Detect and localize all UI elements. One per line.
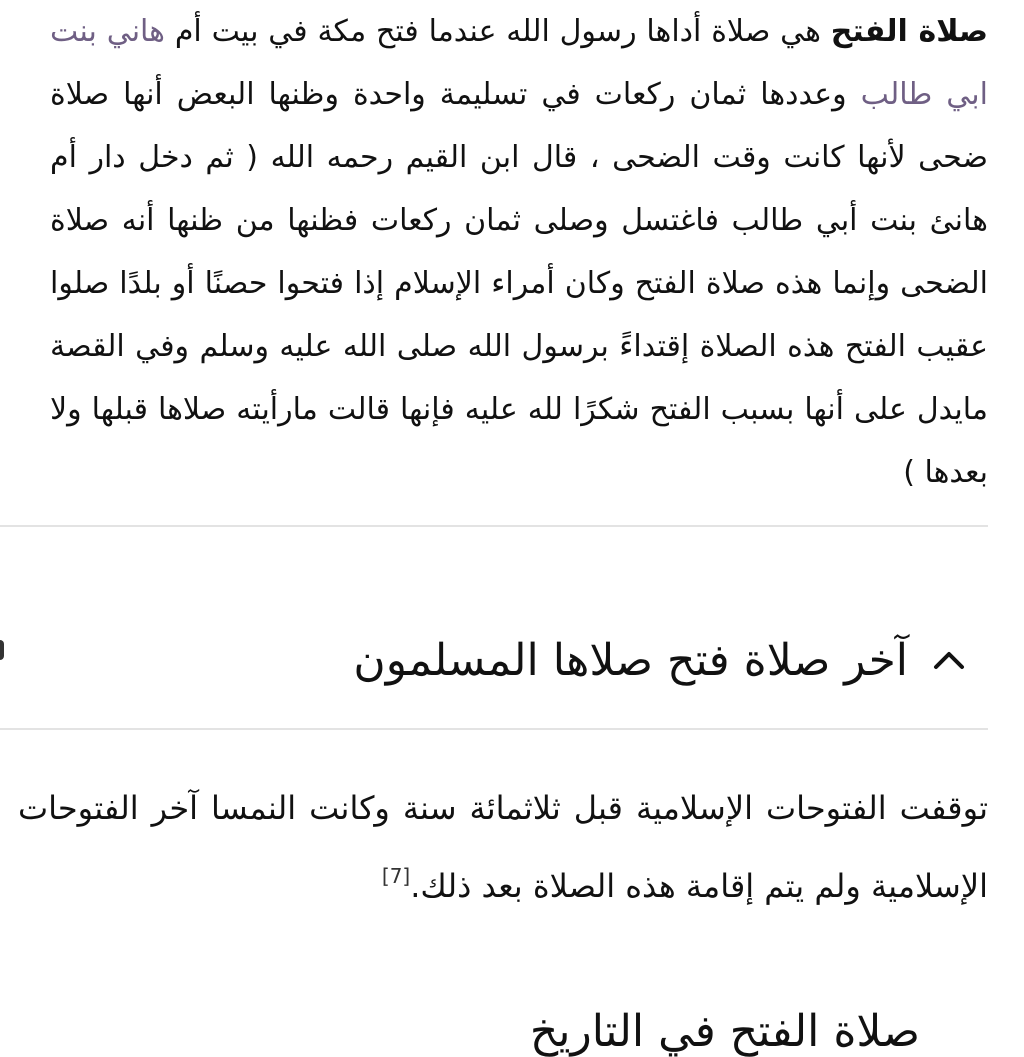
bold-term: صلاة الفتح xyxy=(830,14,989,49)
paragraph-text-b: وعددها ثمان ركعات في تسليمة واحدة وظنها البعض أنها صلاة ضحى لأنها كانت وقت الضحى ، قال ابن القيم رحمه الله ( ثم دخل دار أم هانئ بنت أبي طالب فاغتسل وصلى ثمان ركعات فظنها من ظنها أنه صلاة الضحى وإنما هذه صلاة الفتح وكان أمراء الإسلام إذا فتحوا حصنًا أو بلدًا صلوا عقيب الفتح هذه الصلاة إقتداءً برسول الله صلى الله عليه وسلم وفي القصة مايدل على أنها بسبب الفتح شكرًا لله عليه فإنها قالت مارأيته صلاها قبلها ولا بعدها ) xyxy=(50,77,988,490)
scroll-edge-indicator xyxy=(0,640,4,660)
paragraph-text-a: هي صلاة أداها رسول الله عندما فتح مكة في بيت أم xyxy=(165,14,831,49)
article-paragraph-salat-al-fath xyxy=(50,0,988,504)
article-paragraph-last-fath xyxy=(18,774,988,920)
section-title: آخر صلاة فتح صلاها المسلمون xyxy=(353,634,908,686)
chevron-up-icon[interactable] xyxy=(928,639,970,681)
paragraph2-text: توقفت الفتوحات الإسلامية قبل ثلاثمائة سنة وكانت النمسا آخر الفتوحات الإسلامية ولم يتم إقامة هذه الصلاة بعد ذلك. xyxy=(18,789,988,905)
citation-link[interactable]: [7] xyxy=(381,864,411,888)
collapsible-section-header[interactable] xyxy=(120,615,970,705)
section-divider-bottom xyxy=(0,728,988,730)
umm-hani-link[interactable]: هاني بنت ابي طالب xyxy=(50,14,988,112)
next-section-heading-partial[interactable]: صلاة الفتح في التاريخ xyxy=(529,1006,920,1057)
section-divider-top xyxy=(0,525,988,527)
